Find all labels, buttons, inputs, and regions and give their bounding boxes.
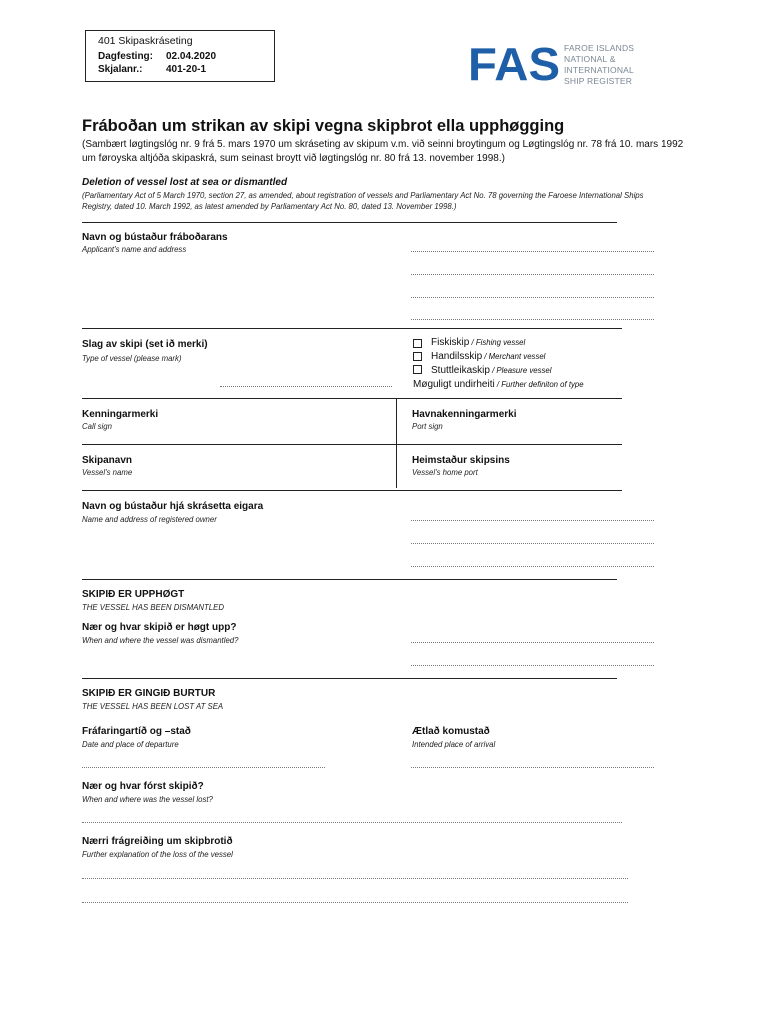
departure-sublabel: Date and place of departure [82, 740, 179, 749]
explanation-line-2[interactable] [82, 902, 628, 903]
applicant-line-4[interactable] [411, 319, 654, 320]
explanation-line-1[interactable] [82, 878, 628, 879]
option-separator: / [489, 366, 497, 375]
home-port-sublabel: Vessel's home port [412, 468, 478, 477]
form-subtitle-en: Deletion of vessel lost at sea or dismantled [82, 177, 288, 188]
vessel-type-sublabel: Type of vessel (please mark) [82, 354, 182, 363]
port-sign-label: Havnakenningarmerki [412, 409, 517, 420]
checkbox-pleasure-vessel[interactable] [413, 365, 422, 374]
legal-reference [82, 138, 702, 166]
further-type-en: Further definiton of type [501, 380, 584, 389]
dismantled-when-label: Nær og hvar skipið er høgt upp? [82, 622, 237, 633]
option-separator: / [469, 338, 476, 347]
vessel-type-label: Slag av skipi (set ið merki) [82, 339, 208, 350]
dismantled-heading-en: THE VESSEL HAS BEEN DISMANTLED [82, 603, 224, 612]
divider [82, 398, 622, 399]
subtitle-note [82, 190, 702, 212]
subtitle-note-line-1: (Parliamentary Act of 5 March 1970, section 27, as amended, about registration of vessels and Parliamentary Act No. 78 governing the Faroese International Ships [82, 191, 644, 200]
fas-logo [468, 40, 688, 84]
divider [82, 222, 617, 223]
vessel-name-label: Skipanavn [82, 455, 133, 466]
legal-reference-line-1: (Sambært løgtingslóg nr. 9 frá 5. mars 1970 um skráseting av skipum v.m. við seinni broytingum og Løgtingslóg nr. 78 frá 10. mars 1992 [82, 139, 684, 150]
call-sign-label: Kenningarmerki [82, 409, 159, 420]
form-title: Fráboðan um strikan av skipi vegna skipbrot ella upphøgging [82, 117, 565, 135]
legal-reference-line-2: um føroyska altjóða skipaskrá, sum seinast broytt við løgtingslóg nr. 80 frá 13. november 1998.) [82, 153, 505, 164]
column-divider [396, 398, 397, 488]
call-sign-sublabel: Call sign [82, 422, 112, 431]
applicant-line-1[interactable] [411, 251, 654, 252]
logo-caption [564, 43, 688, 87]
divider [82, 490, 622, 491]
reference-label: Skjalanr.: [98, 64, 143, 75]
document-info-box [85, 30, 275, 82]
option-merchant-fo: Handilsskip [431, 351, 483, 362]
checkbox-fishing-vessel[interactable] [413, 339, 422, 348]
owner-line-3[interactable] [411, 566, 654, 567]
fas-logo-letters: FAS [468, 40, 560, 84]
divider [82, 328, 622, 329]
dismantled-heading: SKIPIÐ ER UPPHØGT [82, 589, 185, 600]
lost-heading: SKIPIÐ ER GINGIÐ BURTUR [82, 688, 216, 699]
explanation-sublabel: Further explanation of the loss of the vessel [82, 850, 233, 859]
applicant-line-2[interactable] [411, 274, 654, 275]
further-type-definition [413, 379, 584, 390]
date-value: 02.04.2020 [166, 51, 217, 62]
departure-input-line[interactable] [82, 767, 325, 768]
reference-value: 401-20-1 [166, 64, 207, 75]
explanation-label: Nærri frágreiðing um skipbrotið [82, 836, 233, 847]
applicant-sublabel: Applicant's name and address [82, 245, 187, 254]
dismantled-line-1[interactable] [411, 642, 654, 643]
applicant-label: Navn og bústaður fráboðarans [82, 232, 228, 243]
dismantled-when-sublabel: When and where the vessel was dismantled? [82, 636, 239, 645]
option-merchant-en: Merchant vessel [488, 352, 546, 361]
fas-logo-mark [468, 40, 560, 84]
option-pleasure-vessel [431, 365, 551, 376]
further-type-fo: Møguligt undirheiti [413, 379, 495, 390]
checkbox-merchant-vessel[interactable] [413, 352, 422, 361]
lost-when-input-line[interactable] [82, 822, 622, 823]
owner-line-2[interactable] [411, 543, 654, 544]
vessel-name-sublabel: Vessel's name [82, 468, 133, 477]
applicant-line-3[interactable] [411, 297, 654, 298]
option-pleasure-en: Pleasure vessel [496, 366, 552, 375]
option-separator: / [494, 380, 502, 389]
port-sign-sublabel: Port sign [412, 422, 443, 431]
divider [82, 678, 617, 679]
departure-label: Fráfaringartíð og –stað [82, 726, 191, 737]
arrival-sublabel: Intended place of arrival [412, 740, 496, 749]
logo-line-1: FAROE ISLANDS [564, 43, 635, 53]
lost-when-label: Nær og hvar fórst skipið? [82, 781, 204, 792]
arrival-input-line[interactable] [411, 767, 654, 768]
further-type-input-line[interactable] [220, 386, 392, 387]
option-separator: / [482, 352, 489, 361]
subtitle-note-line-2: Registry, dated 10. March 1992, as latest amended by Parliamentary Act No. 80, dated 13. November 1998.) [82, 202, 457, 211]
home-port-label: Heimstaður skipsins [412, 455, 510, 466]
divider [82, 579, 617, 580]
option-pleasure-fo: Stuttleikaskip [431, 365, 490, 376]
lost-heading-en: THE VESSEL HAS BEEN LOST AT SEA [82, 702, 224, 711]
option-fishing-vessel [431, 337, 525, 348]
dismantled-line-2[interactable] [411, 665, 654, 666]
owner-sublabel: Name and address of registered owner [82, 515, 217, 524]
option-merchant-vessel [431, 351, 545, 362]
owner-label: Navn og bústaður hjá skrásetta eigara [82, 501, 264, 512]
divider [82, 444, 622, 445]
logo-line-3: SHIP REGISTER [564, 76, 633, 86]
lost-when-sublabel: When and where was the vessel lost? [82, 795, 213, 804]
date-label: Dagfesting: [98, 51, 153, 62]
owner-line-1[interactable] [411, 520, 654, 521]
form-number: 401 Skipaskráseting [98, 35, 193, 47]
arrival-label: Ætlað komustað [412, 726, 490, 737]
logo-line-2: NATIONAL & INTERNATIONAL [564, 54, 634, 75]
option-fishing-fo: Fiskiskip [431, 337, 470, 348]
option-fishing-en: Fishing vessel [475, 338, 526, 347]
